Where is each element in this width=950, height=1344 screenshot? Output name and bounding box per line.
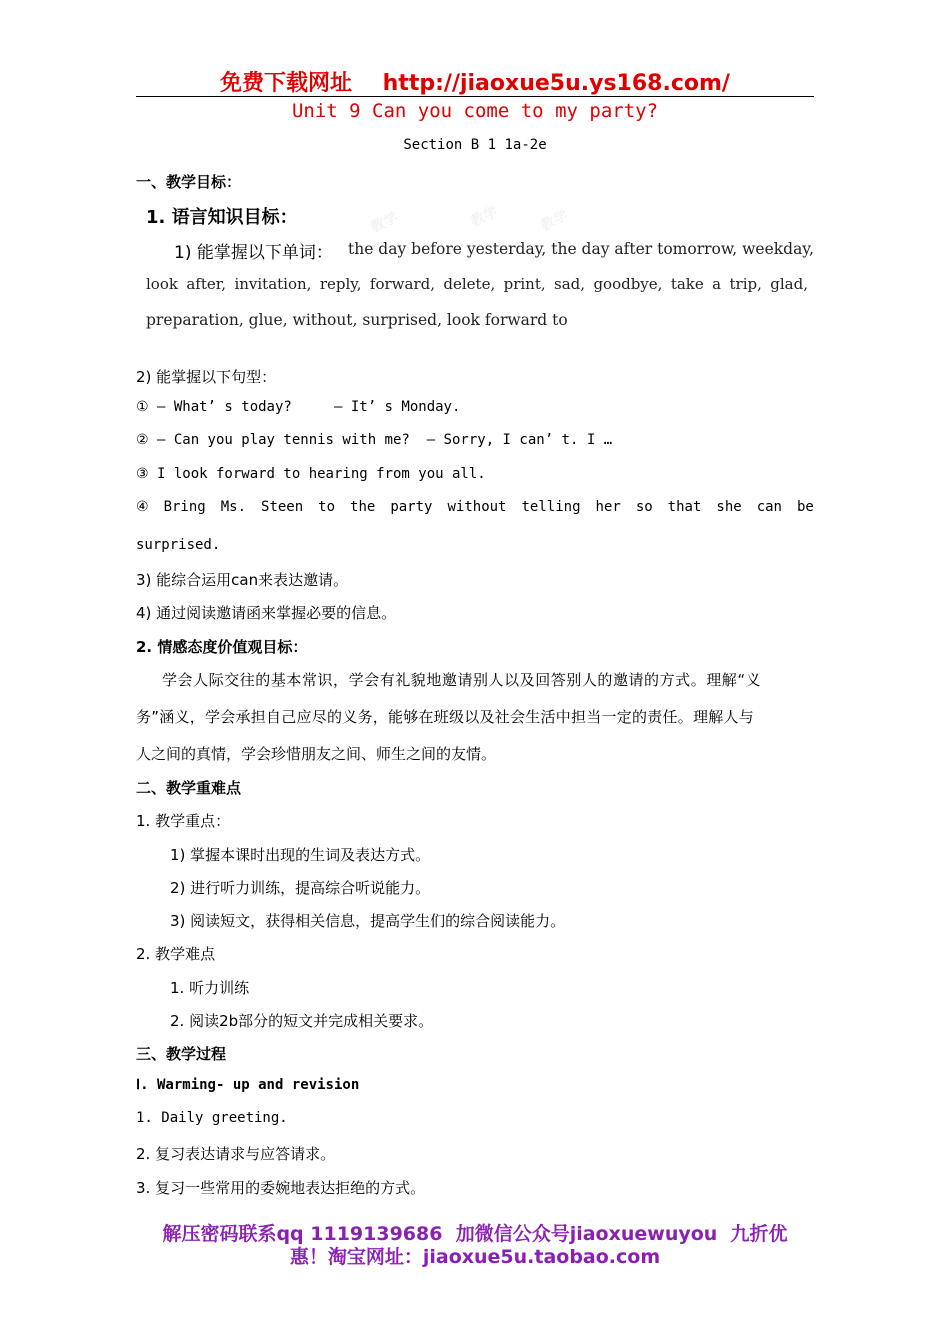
pattern-word: Bring [163,499,206,515]
difficulty-item: 1. 听力训练 [170,979,250,997]
vocab-word: delete, [443,275,496,293]
vocab-word: print, [503,275,546,293]
header-divider [136,96,814,97]
heading-key-points: 二、教学重难点 [136,779,242,797]
vocab-line: preparation, glue, without, surprised, look forward to [146,311,568,329]
vocab-word: take [670,275,704,293]
paragraph-line: 学会人际交往的基本常识，学会有礼貌地邀请别人以及回答别人的邀请的方式。理解“义 [162,671,762,689]
footer-shop-link[interactable]: 惠！淘宝网址：jiaoxue5u.taobao.com [289,1246,661,1268]
watermark: 教学 [538,207,571,235]
pattern-word: to [318,499,336,515]
pattern-word: telling [521,499,581,515]
pattern-word: that [667,499,702,515]
vocab-word: after, [186,275,227,293]
vocab-word: look [146,275,178,293]
step-item: 2. 复习表达请求与应答请求。 [136,1145,336,1163]
heading-objectives: 一、教学目标： [136,173,242,191]
heading-affective-goals: 2. 情感态度价值观目标： [136,638,308,656]
vocab-line: the day before yesterday, the day after tomorrow, weekday, [348,240,814,258]
paragraph-line: 人之间的真情，学会珍惜朋友之间、师生之间的友情。 [136,745,497,763]
pattern-word: can [756,499,782,515]
key-point-item: 2) 进行听力训练，提高综合听说能力。 [170,879,431,897]
watermark: 教学 [368,209,401,237]
footer-contact: 解压密码联系qq 1119139686 加微信公众号jiaoxuewuyou 九折优 [162,1223,788,1245]
vocab-word: goodbye, [593,275,663,293]
key-points-label: 1. 教学重点： [136,812,231,830]
pattern-word: Ms. [220,499,247,515]
pattern-word: she [716,499,742,515]
pattern-word: ④ [136,499,149,515]
goal-item: 3) 能综合运用can来表达邀请。 [136,571,349,589]
pattern-word: Steen [261,499,304,515]
vocab-word: glad, [770,275,808,293]
paragraph-line: 务”涵义，学会承担自己应尽的义务，能够在班级以及社会生活中担当一定的责任。理解人与 [136,708,755,726]
pattern-word: be [796,499,814,515]
patterns-label: 2) 能掌握以下句型： [136,368,277,386]
vocab-word: trip, [729,275,762,293]
vocab-label: 1) 能掌握以下单词： [174,243,333,263]
goal-item: 4) 通过阅读邀请函来掌握必要的信息。 [136,604,397,622]
section-subtitle: Section B 1 1a-2e [403,137,547,153]
pattern-word: so [635,499,653,515]
difficulties-label: 2. 教学难点 [136,945,216,963]
pattern-item: ① — What’ s today? — It’ s Monday. [136,399,461,415]
key-point-item: 3) 阅读短文，获得相关信息，提高学生们的综合阅读能力。 [170,912,566,930]
pattern-item: ③ I look forward to hearing from you all. [136,466,486,482]
vocab-word: reply, [319,275,362,293]
vocab-line [146,275,808,293]
step-item: 1. Daily greeting. [136,1110,288,1126]
vocab-word: invitation, [234,275,312,293]
heading-language-goals: 1. 语言知识目标： [146,207,298,228]
step-heading: Ⅰ. Warming- up and revision [136,1077,360,1093]
heading-process: 三、教学过程 [136,1045,227,1063]
key-point-item: 1) 掌握本课时出现的生词及表达方式。 [170,846,431,864]
vocab-word: forward, [369,275,435,293]
header-link[interactable]: 免费下载网址 http://jiaoxue5u.ys168.com/ [220,71,730,96]
vocab-word: sad, [554,275,586,293]
pattern-word: her [595,499,621,515]
pattern-word: the [350,499,376,515]
vocab-word: a [712,275,722,293]
page-title: Unit 9 Can you come to my party? [291,100,659,122]
pattern-word: without [447,499,507,515]
difficulty-item: 2. 阅读2b部分的短文并完成相关要求。 [170,1012,434,1030]
step-item: 3. 复习一些常用的委婉地表达拒绝的方式。 [136,1179,426,1197]
watermark: 教学 [468,203,501,231]
pattern-word: party [390,499,433,515]
pattern-item-continued: surprised. [136,537,221,553]
pattern-item: ② — Can you play tennis with me? — Sorry, I can’ t. I … [136,432,613,448]
pattern-item [136,499,814,515]
